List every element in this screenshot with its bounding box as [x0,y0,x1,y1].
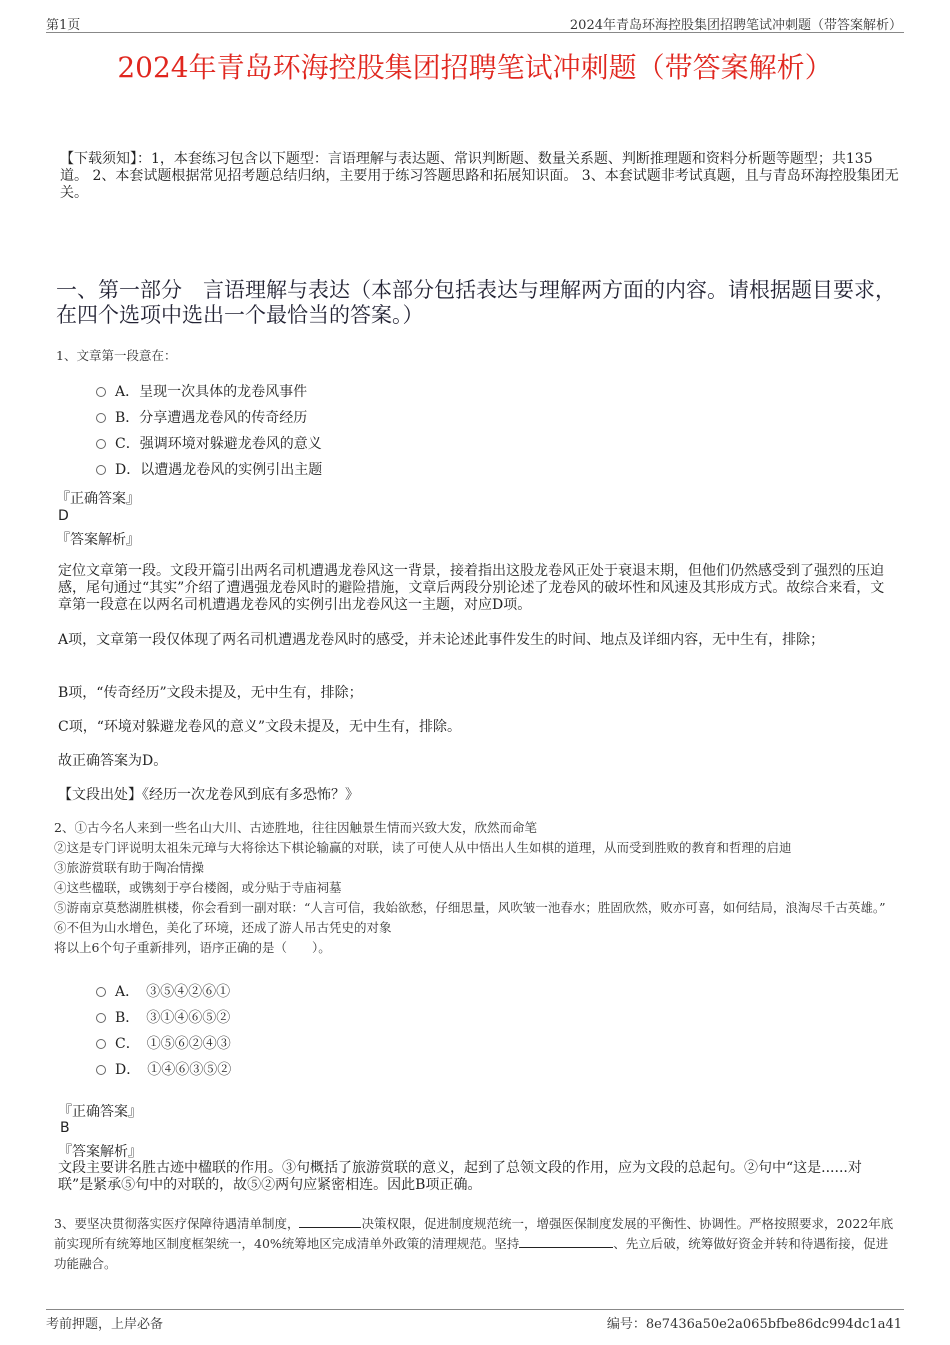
q1-analysis-paragraph: A项，文章第一段仅体现了两名司机遭遇龙卷风时的感受，并未论述此事件发生的时间、地点及详细内容，无中生有，排除； [58,632,825,648]
q2-option-a[interactable] [96,982,230,1002]
question-2-stem [54,818,900,958]
q1-analysis-paragraph: C项，“环境对躲避龙卷风的意义”文段未提及，无中生有，排除。 [58,719,462,735]
question-3-stem [54,1214,900,1274]
radio-icon[interactable] [96,465,106,475]
q2-answer: B [60,1120,70,1136]
q1-option-a[interactable] [96,382,307,402]
q2-line: ②这是专门评说明太祖朱元璋与大将徐达下棋论输赢的对联，读了可使人从中悟出人生如棋的道理，从而受到胜败的教育和哲理的启迪 [54,840,792,855]
page-number: 第1页 [46,18,81,33]
option-label: D．以遭遇龙卷风的实例引出主题 [115,462,323,478]
page-title: 2024年青岛环海控股集团招聘笔试冲刺题（带答案解析） [117,51,833,84]
q2-analysis-label: 『答案解析』 [58,1144,142,1160]
q2-option-d[interactable] [96,1060,231,1080]
q1-answer-label: 『正确答案』 [56,491,140,507]
q1-analysis-paragraph: 定位文章第一段。文段开篇引出两名司机遭遇龙卷风这一背景，接着指出这股龙卷风正处于衰退末期，但他们仍然感受到了强烈的压迫感，尾句通过“其实”介绍了遭遇强龙卷风时的避险措施，文章后两段分别论述了龙卷风的破坏性和风速及其形成方式。故综合来看，文章第一段意在以两名司机遭遇龙卷风的实例引出龙卷风这一主题，对应D项。 [58,563,885,613]
radio-icon[interactable] [96,1039,106,1049]
q3-text: 、先立后破，统筹做好资金并转和待遇衔接，促进功能融合。 [54,1236,889,1271]
q2-line: ⑤游南京莫愁湖胜棋楼，你会看到一副对联：“人言可信，我始欲愁，仔细思量，风吹皱一池春水；胜固欣然，败亦可喜，如何结局，浪淘尽千古英雄。” [54,900,886,915]
radio-icon[interactable] [96,1013,106,1023]
option-label: B． ③①④⑥⑤② [115,1010,231,1026]
radio-icon[interactable] [96,387,106,397]
q2-option-b[interactable] [96,1008,230,1028]
option-label: B．分享遭遇龙卷风的传奇经历 [115,410,308,426]
radio-icon[interactable] [96,1065,106,1075]
q2-answer-label: 『正确答案』 [58,1104,142,1120]
option-label: C． ①⑤⑥②④③ [115,1036,231,1052]
q1-option-d[interactable] [96,460,322,480]
option-label: D． ①④⑥③⑤② [115,1062,232,1078]
q2-line: 2、①古今名人来到一些名山大川、古迹胜地，往往因触景生情而兴致大发，欣然而命笔 [54,820,537,835]
q2-line: ③旅游赏联有助于陶冶情操 [54,860,205,875]
q2-analysis: 文段主要讲名胜古迹中楹联的作用。③句概括了旅游赏联的意义，起到了总领文段的作用，应为文段的总起句。②句中“这是......对联”是紧承⑤句中的对联的，故⑤②两句应紧密相连。因此B项正确。 [58,1160,862,1193]
question-1-stem: 1、文章第一段意在： [56,348,177,363]
q1-answer: D [58,508,69,524]
section-title: 一、第一部分 言语理解与表达（本部分包括表达与理解两方面的内容。请根据题目要求，在四个选项中选出一个最恰当的答案。） [56,278,896,327]
q1-source: 【文段出处】《经历一次龙卷风到底有多恐怖？》 [58,787,359,803]
q2-line: ⑥不但为山水增色，美化了环境，还成了游人吊古凭史的对象 [54,920,392,935]
radio-icon[interactable] [96,987,106,997]
q2-line: ④这些楹联，或镌刻于亭台楼阁，或分贴于寺庙祠墓 [54,880,342,895]
q1-analysis-paragraph: B项，“传奇经历”文段未提及，无中生有，排除； [58,685,363,701]
footer-serial: 编号：8e7436a50e2a065bfbe86dc994dc1a41 [606,1317,902,1332]
q1-option-b[interactable] [96,408,307,428]
q3-text: 3、要坚决贯彻落实医疗保障待遇清单制度， [54,1216,300,1231]
option-label: A．呈现一次具体的龙卷风事件 [115,384,308,400]
q1-option-c[interactable] [96,434,322,454]
q1-analysis-paragraph: 故正确答案为D。 [58,753,168,769]
download-notice: 【下载须知】：1，本套练习包含以下题型：言语理解与表达题、常识判断题、数量关系题、判断推理题和资料分析题等题型；共135道。 2、本套试题根据常见招考题总结归纳，主要用于练习答题思路和拓展知识面。 3、本套试题非考试真题，且与青岛环海控股集团无关。 [60,151,899,201]
footer-divider [46,1309,904,1310]
option-label: C．强调环境对躲避龙卷风的意义 [115,436,322,452]
header-divider [46,32,904,33]
q2-option-c[interactable] [96,1034,231,1054]
radio-icon[interactable] [96,413,106,423]
header-doc-title: 2024年青岛环海控股集团招聘笔试冲刺题（带答案解析） [569,18,902,33]
q3-text: 决策权限，促进制度规范统一，增强医保制度发展的平衡性、协调性。严格按照要求，2022年底前实现所有统筹地区制度框架统一，40%统筹地区完成清单外政策的清理规范。坚持 [54,1216,894,1251]
q3-blank-2[interactable] [519,1235,613,1248]
q2-line: 将以上6个句子重新排列，语序正确的是（ ）。 [54,940,331,955]
footer-slogan: 考前押题，上岸必备 [46,1317,164,1332]
option-label: A． ③⑤④②⑥① [115,984,231,1000]
q3-blank-1[interactable] [299,1215,361,1228]
radio-icon[interactable] [96,439,106,449]
q1-analysis-label: 『答案解析』 [56,532,140,548]
